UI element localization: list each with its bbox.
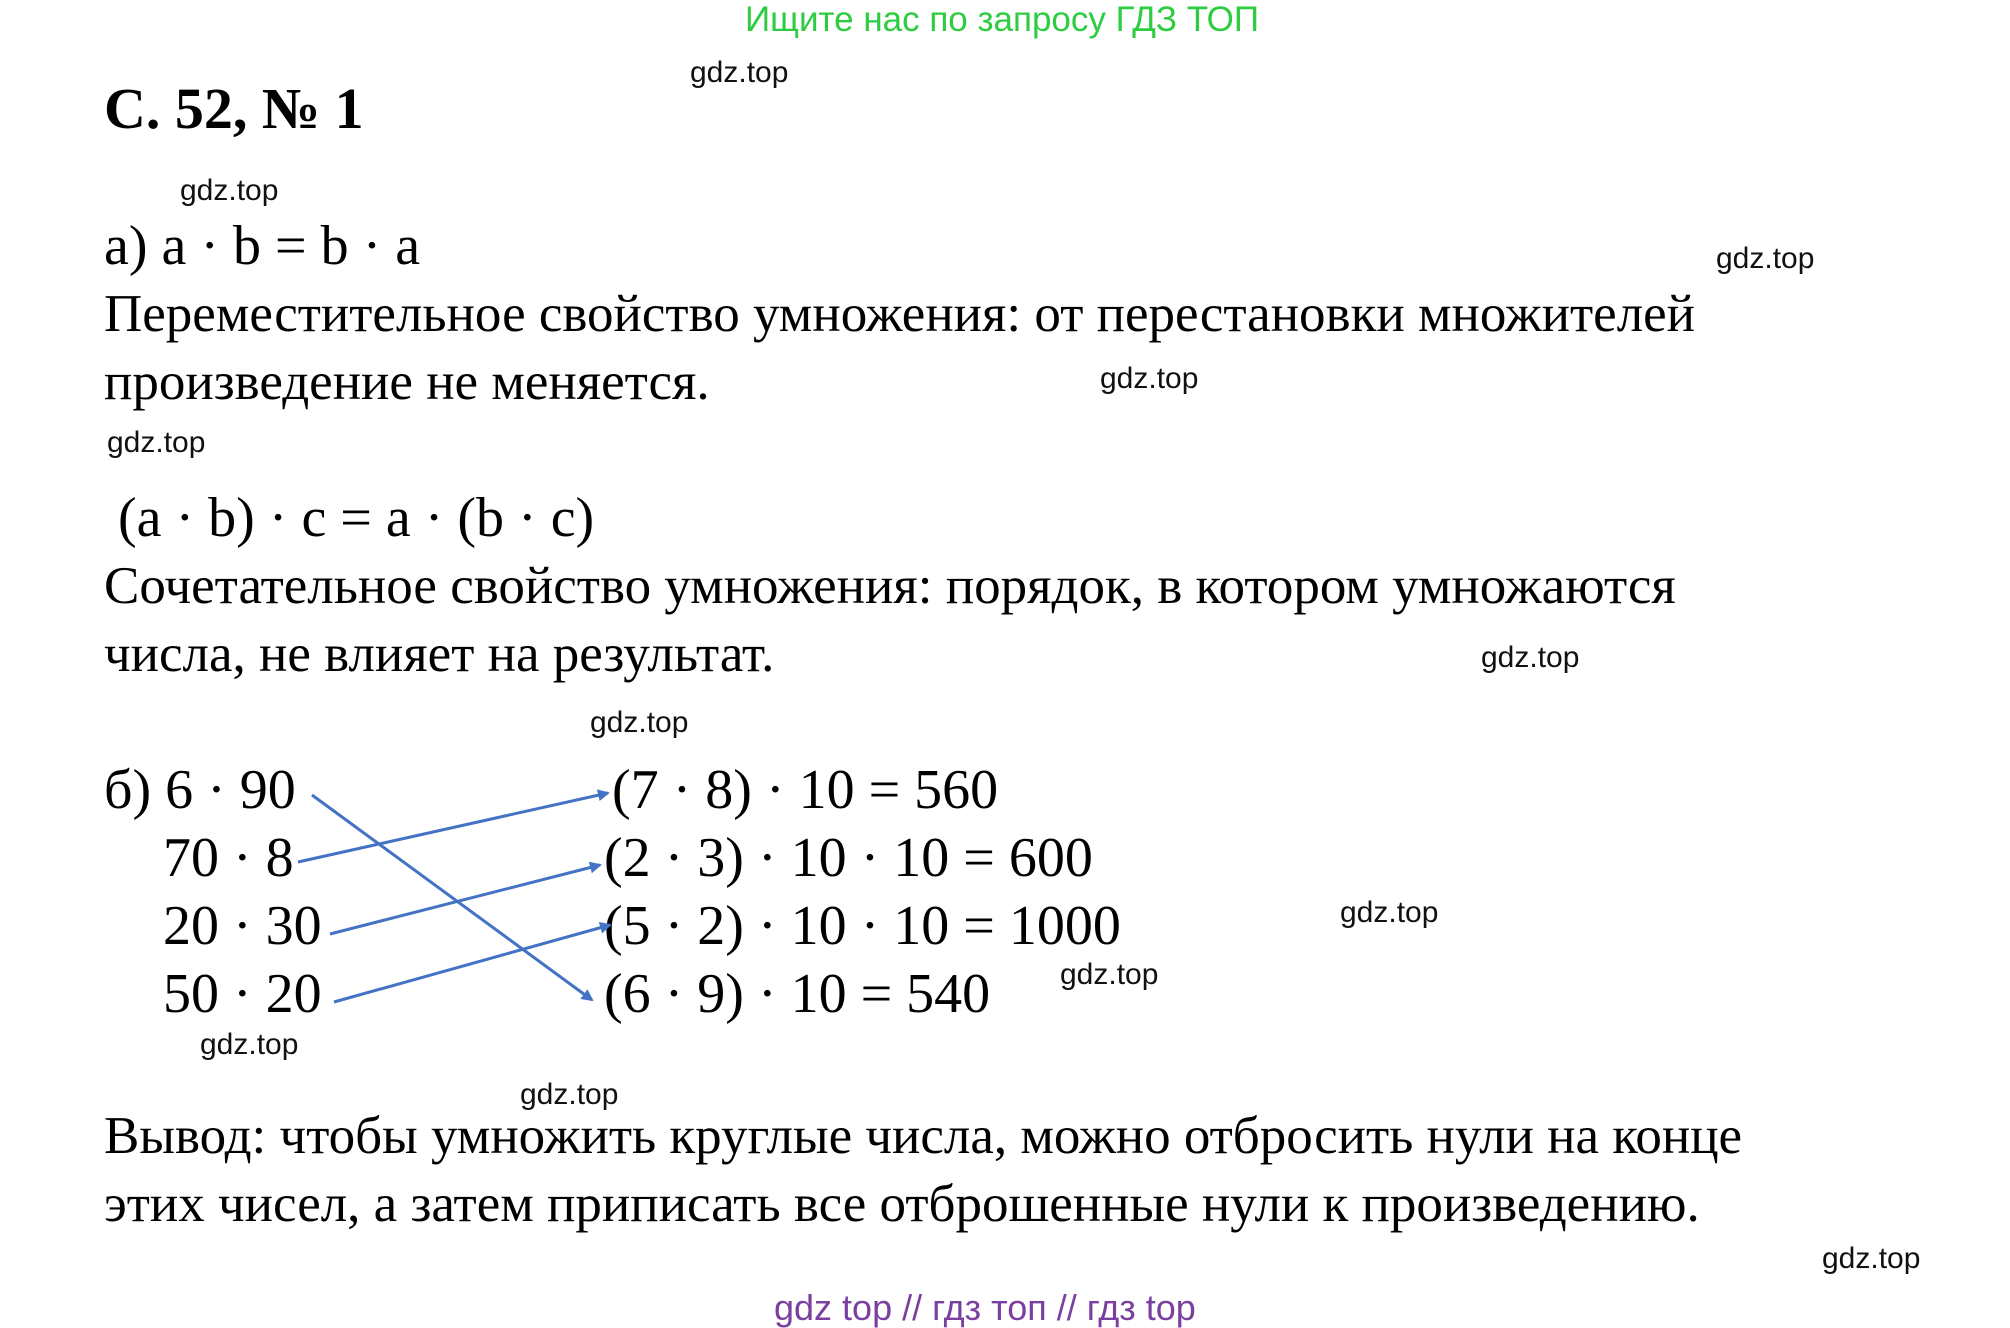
watermark: gdz.top	[1100, 362, 1199, 395]
conclusion-line2: этих чисел, а затем приписать все отброшенные нули к произведению.	[104, 1175, 1700, 1233]
left-expression: 70 · 8	[163, 827, 294, 889]
watermark: gdz.top	[1481, 641, 1580, 674]
left-expression: 20 · 30	[163, 895, 322, 957]
page-title: С. 52, № 1	[104, 76, 364, 141]
formula-commutative: а) a · b = b · a	[104, 215, 421, 277]
formula-associative: (a · b) · c = a · (b · c)	[118, 487, 595, 549]
arrow-50x20-to-1000	[334, 925, 610, 1002]
watermark: gdz.top	[200, 1028, 299, 1061]
watermark: gdz.top	[107, 426, 206, 459]
arrow-70x8-to-560	[298, 793, 608, 862]
watermark: gdz.top	[1340, 896, 1439, 929]
watermark: gdz.top	[1716, 242, 1815, 275]
watermark: gdz.top	[690, 56, 789, 89]
associative-desc-line1: Сочетательное свойство умножения: порядок, в котором умножаются	[104, 557, 1676, 615]
commutative-desc-line2: произведение не меняется.	[104, 353, 710, 411]
arrow-20x30-to-600	[330, 865, 600, 934]
watermark: gdz.top	[590, 706, 689, 739]
right-expression: (7 · 8) · 10 = 560	[612, 759, 999, 821]
left-expression: 50 · 20	[163, 963, 322, 1025]
right-expression: (5 · 2) · 10 · 10 = 1000	[604, 895, 1121, 957]
watermark: gdz.top	[520, 1078, 619, 1111]
left-expression: б) 6 · 90	[104, 759, 296, 821]
footer-links: gdz top // гдз топ // гдз top	[774, 1287, 1196, 1328]
commutative-desc-line1: Переместительное свойство умножения: от перестановки множителей	[104, 285, 1696, 343]
right-expression: (6 · 9) · 10 = 540	[604, 963, 991, 1025]
watermark: gdz.top	[1060, 958, 1159, 991]
right-expression: (2 · 3) · 10 · 10 = 600	[604, 827, 1093, 889]
conclusion-line1: Вывод: чтобы умножить круглые числа, можно отбросить нули на конце	[104, 1107, 1743, 1165]
associative-desc-line2: числа, не влияет на результат.	[104, 625, 775, 683]
banner-text: Ищите нас по запросу ГДЗ ТОП	[745, 0, 1259, 39]
watermark: gdz.top	[1822, 1242, 1921, 1275]
watermark: gdz.top	[180, 174, 279, 207]
